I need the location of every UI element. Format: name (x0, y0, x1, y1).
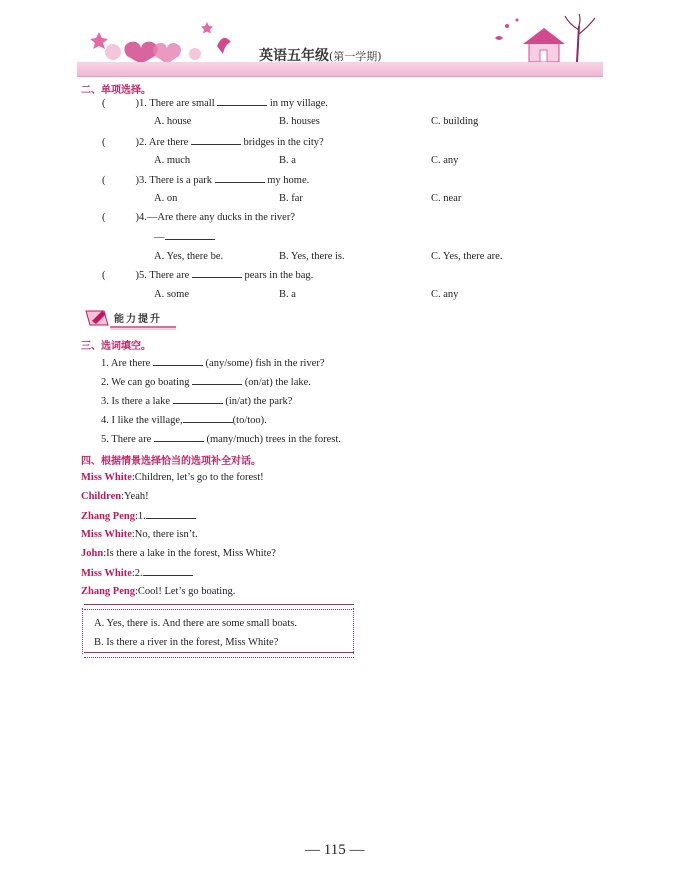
fill-item-4: 4. I like the village, (to/too). (101, 415, 267, 426)
answer-blank[interactable] (183, 413, 233, 423)
fill-item-3: 3. Is there a lake (in/at) the park? (101, 396, 293, 407)
q1-option-b: B. houses (279, 116, 320, 127)
choice-a: A. Yes, there is. And there are some small boats. (94, 618, 297, 629)
question-5: ( )5. There are pears in the bag. (102, 270, 314, 281)
heart-cluster-icon (90, 22, 231, 64)
fill-item-1: 1. Are there (any/some) fish in the river? (101, 358, 325, 369)
page-header (77, 12, 603, 78)
q3-option-b: B. far (279, 193, 303, 204)
question-4: ( )4.—Are there any ducks in the river? (102, 212, 295, 223)
fill-item-2: 2. We can go boating (on/at) the lake. (101, 377, 311, 388)
q2-option-b: B. a (279, 155, 296, 166)
section-4-title: 四、根据情景选择恰当的选项补全对话。 (81, 456, 261, 467)
badge-label: 能力提升 (114, 314, 162, 325)
q5-option-a: A. some (154, 289, 189, 300)
answer-blank[interactable] (173, 394, 223, 404)
answer-blank[interactable] (153, 356, 203, 366)
question-2: ( )2. Are there bridges in the city? (102, 137, 324, 148)
dialogue-line: Miss White:No, there isn’t. (81, 529, 198, 540)
q5-option-b: B. a (279, 289, 296, 300)
answer-blank[interactable] (217, 96, 267, 106)
q5-option-c: C. any (431, 289, 459, 300)
q4-option-c: C. Yes, there are. (431, 251, 503, 262)
q1-option-a: A. house (154, 116, 192, 127)
q2-option-a: A. much (154, 155, 191, 166)
q1-option-c: C. building (431, 116, 479, 127)
answer-blank[interactable] (192, 375, 242, 385)
dialogue-line: Zhang Peng:Cool! Let’s go boating. (81, 586, 236, 597)
header-title: 英语五年级(第一学期) (259, 48, 382, 64)
q4-option-b: B. Yes, there is. (279, 251, 345, 262)
ability-badge (82, 305, 178, 330)
question-1: ( )1. There are small in my village. (102, 98, 328, 109)
answer-blank[interactable] (192, 268, 242, 278)
answer-blank[interactable] (191, 135, 241, 145)
choice-b: B. Is there a river in the forest, Miss White? (94, 637, 279, 648)
dialogue-line: John:Is there a lake in the forest, Miss White? (81, 548, 276, 559)
box-border-right (353, 608, 356, 654)
answer-blank[interactable] (143, 566, 193, 576)
answer-blank[interactable] (154, 432, 204, 442)
dialogue-line: Miss White:2. (81, 566, 193, 580)
box-border-top (84, 604, 354, 610)
fill-item-5: 5. There are (many/much) trees in the forest. (101, 434, 341, 445)
section-3-title: 三、选词填空。 (81, 341, 151, 352)
section-2-title: 二、单项选择。 (81, 85, 151, 96)
dialogue-line: Zhang Peng:1. (81, 509, 196, 523)
q2-option-c: C. any (431, 155, 459, 166)
question-3: ( )3. There is a park my home. (102, 175, 310, 186)
dialogue-line: Children:Yeah! (81, 491, 149, 502)
answer-blank[interactable] (215, 173, 265, 183)
q3-option-c: C. near (431, 193, 462, 204)
page-number: — 115 — (305, 842, 365, 858)
question-4-answer-line: — (154, 230, 215, 244)
q3-option-a: A. on (154, 193, 178, 204)
choice-box (80, 604, 358, 658)
q4-option-a: A. Yes, there be. (154, 251, 224, 262)
box-border-bottom (84, 652, 354, 658)
box-border-left (82, 608, 85, 654)
answer-blank[interactable] (146, 509, 196, 519)
house-tree-icon (495, 14, 595, 62)
dialogue-line: Miss White:Children, let’s go to the forest! (81, 472, 264, 483)
answer-blank[interactable] (165, 230, 215, 240)
